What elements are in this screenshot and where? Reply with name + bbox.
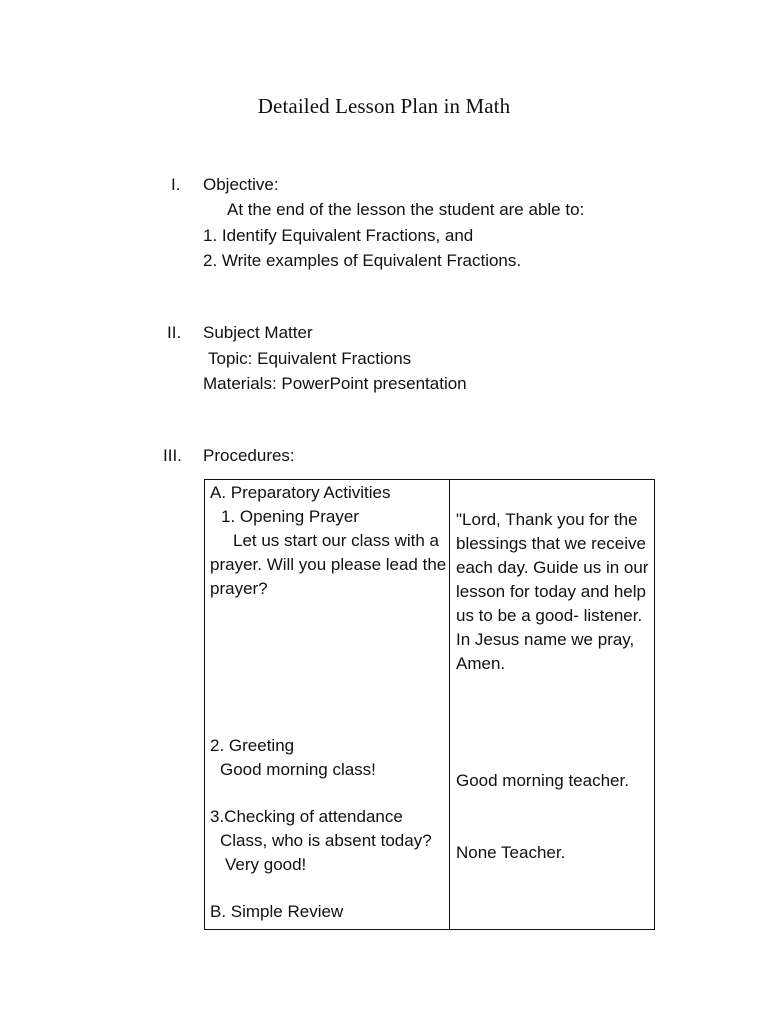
student-prayer-line-2: blessings that we receive xyxy=(456,534,646,553)
student-prayer-line-4: lesson for today and help xyxy=(456,582,646,601)
objective-item-2: 2. Write examples of Equivalent Fractions. xyxy=(203,251,522,270)
teacher-greeting: 2. Greeting xyxy=(210,736,295,755)
teacher-preparatory-activities: A. Preparatory Activities xyxy=(210,483,391,502)
objective-item-1: 1. Identify Equivalent Fractions, and xyxy=(203,226,474,245)
teacher-checking-attendance: 3.Checking of attendance xyxy=(210,807,403,826)
procedures-table xyxy=(204,479,655,930)
student-prayer-line-7: Amen. xyxy=(456,654,506,673)
subject-matter-heading: Subject Matter xyxy=(203,323,313,342)
section-numeral-objective: I. xyxy=(171,175,181,194)
objective-intro: At the end of the lesson the student are able to: xyxy=(227,200,585,219)
subject-matter-topic: Topic: Equivalent Fractions xyxy=(208,349,412,368)
teacher-attendance-line: Class, who is absent today? xyxy=(220,831,432,850)
teacher-greeting-line: Good morning class! xyxy=(220,760,376,779)
student-prayer-line-5: us to be a good- listener. xyxy=(456,606,643,625)
student-prayer-line-3: each day. Guide us in our xyxy=(456,558,649,577)
procedures-heading: Procedures: xyxy=(203,446,295,465)
objective-heading: Objective: xyxy=(203,175,279,194)
section-numeral-procedures: III. xyxy=(163,446,182,465)
section-numeral-subject-matter: II. xyxy=(167,323,182,342)
student-attendance-reply: None Teacher. xyxy=(456,843,566,862)
teacher-very-good: Very good! xyxy=(225,855,307,874)
teacher-simple-review: B. Simple Review xyxy=(210,902,344,921)
table-column-divider xyxy=(449,480,450,929)
student-prayer-line-6: In Jesus name we pray, xyxy=(456,630,635,649)
teacher-prayer-line-2: prayer. Will you please lead the xyxy=(210,555,447,574)
document-title: Detailed Lesson Plan in Math xyxy=(257,94,511,118)
student-prayer-line-1: "Lord, Thank you for the xyxy=(456,510,638,529)
teacher-prayer-line-3: prayer? xyxy=(210,579,268,598)
student-greeting-reply: Good morning teacher. xyxy=(456,771,629,790)
subject-matter-materials: Materials: PowerPoint presentation xyxy=(203,374,467,393)
teacher-prayer-line-1: Let us start our class with a xyxy=(233,531,439,550)
teacher-opening-prayer: 1. Opening Prayer xyxy=(221,507,359,526)
